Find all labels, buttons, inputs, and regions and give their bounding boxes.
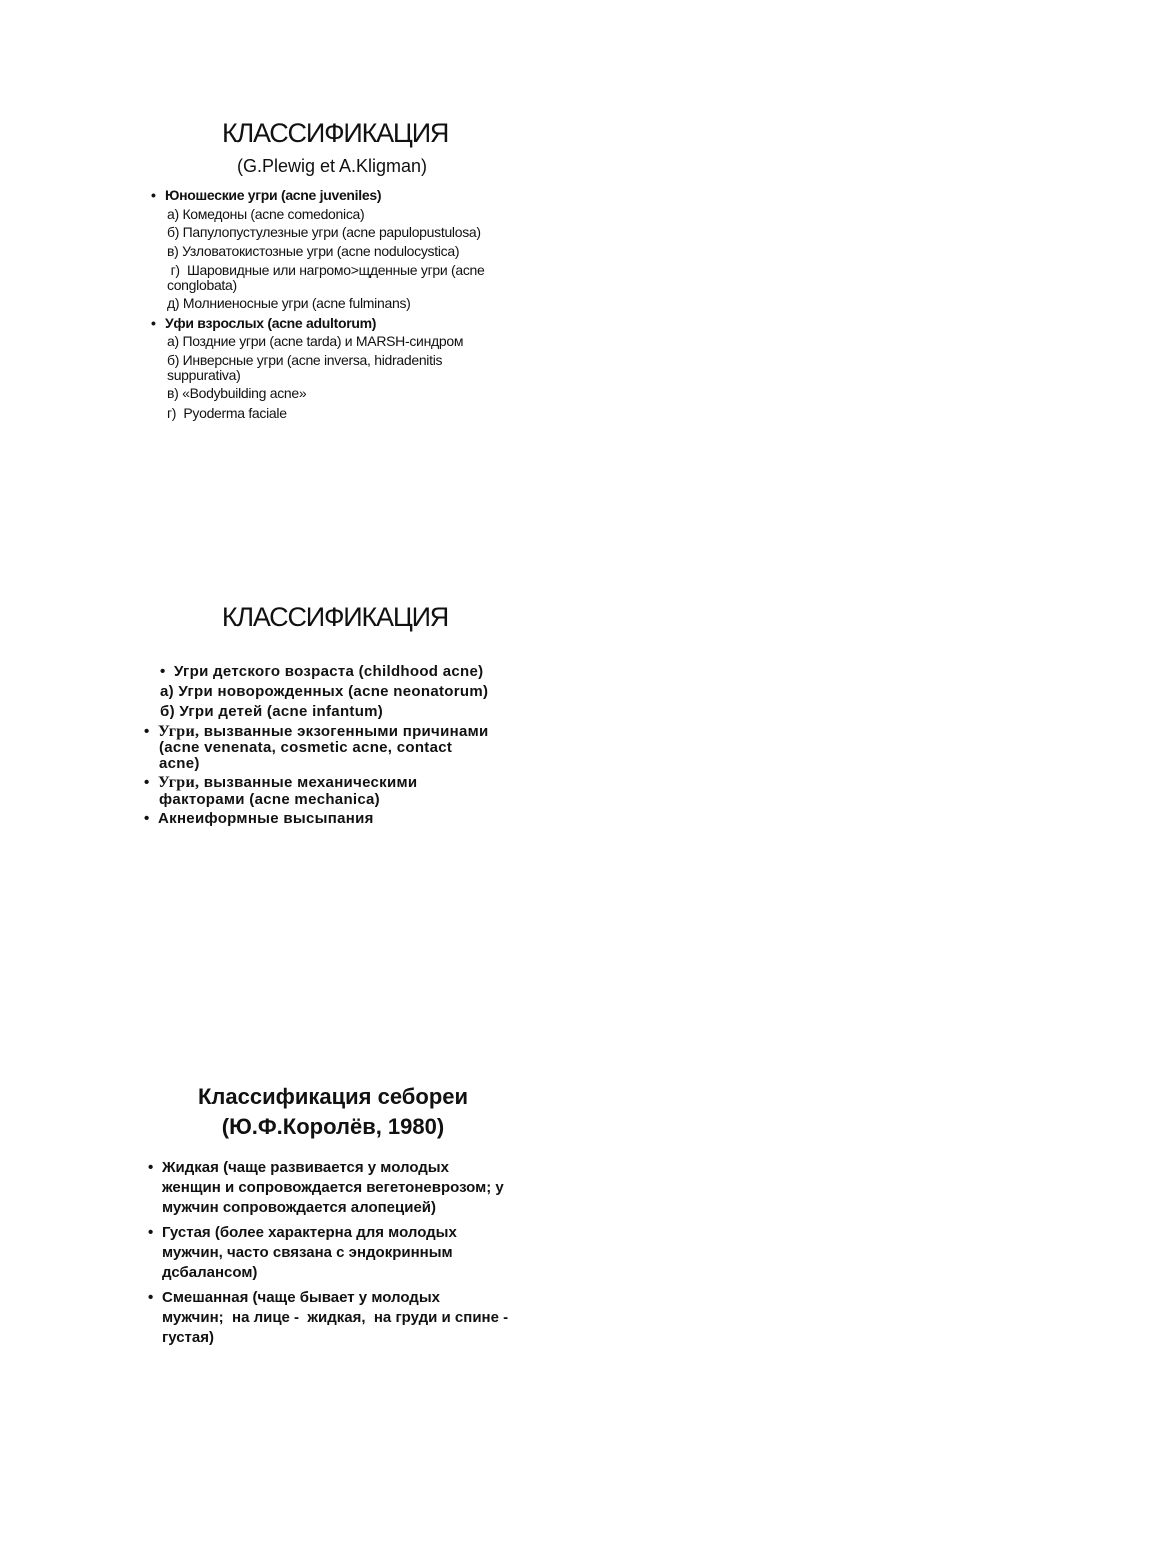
list-item-continuation: женщин и сопровождается вегетоневрозом; у (162, 1179, 504, 1196)
bullet-icon (148, 1289, 162, 1306)
list-item-continuation: мужчин, часто связана с эндокринным (162, 1244, 453, 1261)
bullet-icon (144, 774, 158, 791)
list-item: в) Узловатокистозные угри (acne nodulocystica) (167, 243, 460, 259)
list-item-liquid: • Жидкая (чаще развивается у молодых (148, 1158, 449, 1178)
list-item: а) Угри новорожденных (acne neonatorum) (160, 683, 489, 700)
list-item-mechanical: • Угри, вызванные механическими (144, 775, 417, 791)
slide-title: КЛАССИФИКАЦИЯ (222, 118, 449, 148)
bullet-icon (148, 1159, 162, 1176)
list-item-thick: • Густая (более характерна для молодых (148, 1223, 457, 1243)
list-item: а) Комедоны (acne comedonica) (167, 206, 365, 222)
slide-subtitle: (Ю.Ф.Королёв, 1980) (221, 1114, 445, 1139)
list-item-continuation: мужчин; на лице - жидкая, на груди и спине - (162, 1309, 509, 1326)
list-item-acneiform: • Акнеиформные высыпания (144, 811, 374, 827)
group-heading-juveniles: • Юношеские угри (acne juveniles) (151, 187, 381, 203)
list-item-continuation: факторами (acne mechanica) (159, 791, 380, 808)
list-item-continuation: (acne venenata, cosmetic acne, contact (159, 739, 453, 756)
group-heading-adultorum: • Уфи взрослых (acne adultorum) (151, 315, 376, 331)
slide-classification-2 (140, 602, 540, 842)
list-item: suppurativa) (167, 367, 241, 383)
list-item: • Угри детского возраста (childhood acne) (160, 664, 483, 680)
list-item: а) Поздние угри (acne tarda) и MARSH-синдром (167, 333, 464, 349)
bullet-icon (144, 810, 158, 827)
list-item: б) Угри детей (acne infantum) (160, 703, 384, 720)
list-item: в) «Bodybuilding acne» (167, 385, 307, 401)
bullet-icon (151, 187, 165, 203)
list-item-continuation: густая) (162, 1329, 214, 1346)
list-item: б) Инверсные угри (acne inversa, hidradenitis (167, 352, 443, 368)
list-item-continuation: мужчин сопровождается алопецией) (162, 1199, 437, 1216)
list-item: д) Молниеносные угри (acne fulminans) (167, 295, 411, 311)
slide-seborrhea-classification (140, 1082, 540, 1362)
bullet-icon (151, 315, 165, 331)
list-item: conglobata) (167, 277, 237, 293)
list-item: б) Папулопустулезные угри (acne papulopustulosa) (167, 224, 481, 240)
slide-subtitle: (G.Plewig et A.Kligman) (236, 156, 428, 176)
list-item-continuation: acne) (159, 755, 200, 772)
list-item: г) Шаровидные или нагромо>щденные угри (acne (167, 262, 485, 278)
slide-title: КЛАССИФИКАЦИЯ (221, 602, 449, 632)
slide-classification-plewig (140, 118, 540, 438)
list-item-exogenous: • Угри, вызванные экзогенными причинами (144, 724, 489, 740)
list-item-mixed: • Смешанная (чаще бывает у молодых (148, 1288, 440, 1308)
list-item-continuation: дсбалансом) (162, 1264, 258, 1281)
list-item: г) Pyoderma faciale (167, 405, 287, 421)
slide-title-line: Классификация себореи (197, 1084, 469, 1109)
bullet-icon (144, 723, 158, 740)
bullet-icon (148, 1224, 162, 1241)
slide-title (180, 1082, 486, 1142)
bullet-icon (160, 663, 174, 680)
